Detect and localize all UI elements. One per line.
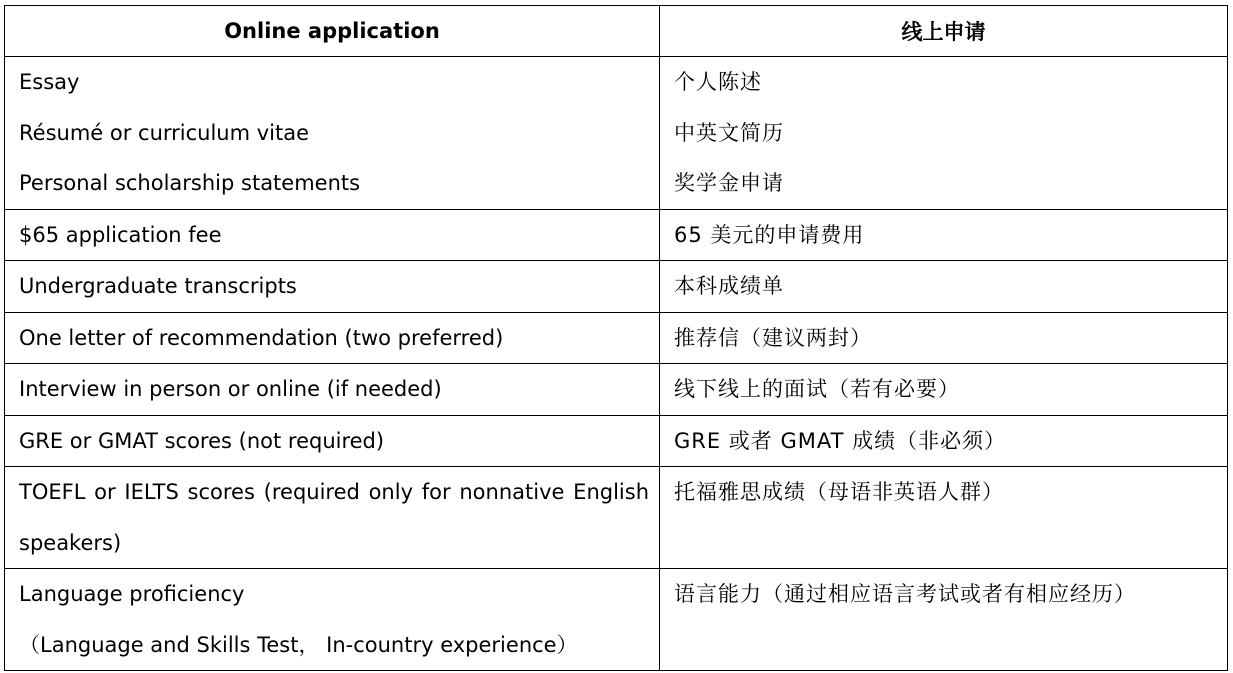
requirement-line: Essay (19, 70, 80, 94)
table-header-row (5, 6, 1228, 57)
table-row (5, 467, 1228, 569)
requirement-line: GRE 或者 GMAT 成绩（非必须） (674, 428, 1007, 453)
header-english: Online application (5, 6, 660, 57)
requirement-english (5, 364, 660, 416)
requirement-chinese (660, 261, 1228, 313)
requirement-chinese (660, 569, 1228, 671)
requirement-english (5, 569, 660, 671)
requirement-line: Résumé or curriculum vitae (19, 120, 310, 145)
requirement-line: 中英文简历 (674, 120, 784, 145)
requirement-line: TOEFL or IELTS scores (required only for nonnative English (19, 480, 649, 504)
table-row (5, 415, 1228, 467)
requirement-line: 语言能力（通过相应语言考试或者有相应经历） (674, 582, 1136, 606)
requirement-line: 托福雅思成绩（母语非英语人群） (674, 480, 1004, 504)
requirement-english (5, 261, 660, 313)
application-requirements-table (4, 5, 1228, 671)
requirement-english (5, 57, 660, 210)
requirement-line: Undergraduate transcripts (19, 274, 297, 298)
requirement-chinese (660, 467, 1228, 569)
requirement-english (5, 415, 660, 467)
requirement-english (5, 209, 660, 261)
requirement-english (5, 467, 660, 569)
table-row (5, 261, 1228, 313)
requirement-line: Interview in person or online (if needed) (19, 377, 442, 401)
requirement-line: 本科成绩单 (674, 274, 784, 298)
requirement-line: Language proficiency (19, 582, 245, 606)
requirement-line: （Language and Skills Test， In-country experience） (19, 632, 578, 657)
requirement-chinese (660, 415, 1228, 467)
requirement-english (5, 312, 660, 364)
requirement-line: 推荐信（建议两封） (674, 325, 872, 350)
table-row (5, 569, 1228, 671)
requirement-line: 奖学金申请 (674, 171, 784, 195)
requirement-line: GRE or GMAT scores (not required) (19, 428, 385, 453)
table-row (5, 364, 1228, 416)
requirement-line: speakers) (19, 530, 122, 555)
requirement-line: 个人陈述 (674, 70, 762, 94)
requirement-line: Personal scholarship statements (19, 171, 361, 195)
requirement-line: 线下线上的面试（若有必要） (674, 377, 960, 401)
requirement-line: 65 美元的申请费用 (674, 222, 865, 247)
requirement-chinese (660, 57, 1228, 210)
table-row (5, 57, 1228, 210)
header-chinese: 线上申请 (660, 6, 1228, 57)
requirement-chinese (660, 209, 1228, 261)
table-row (5, 209, 1228, 261)
table-row (5, 312, 1228, 364)
requirement-line: $65 application fee (19, 222, 222, 247)
requirement-chinese (660, 364, 1228, 416)
requirement-chinese (660, 312, 1228, 364)
requirement-line: One letter of recommendation (two preferred) (19, 325, 504, 350)
